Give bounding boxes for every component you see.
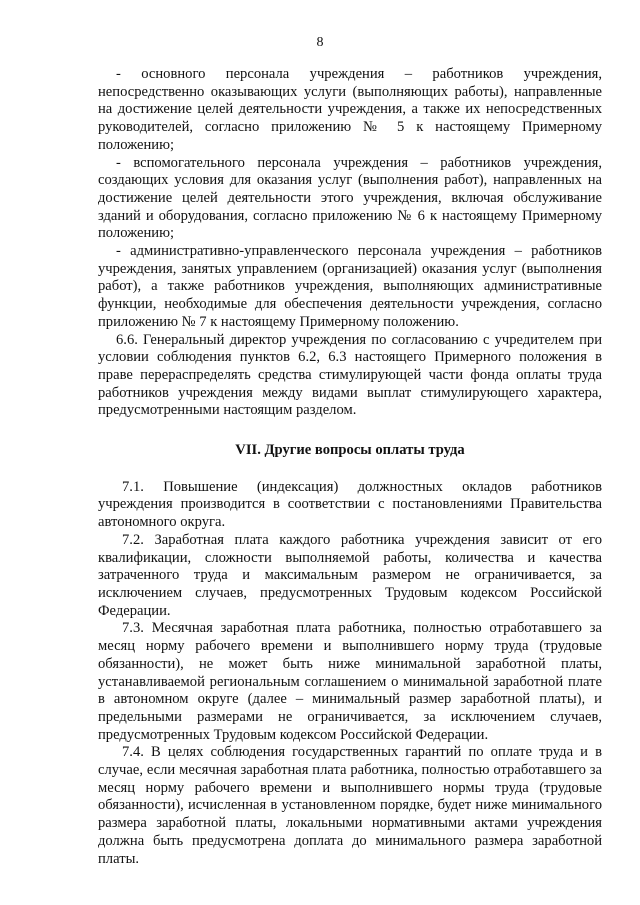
paragraph-main-staff: - основного персонала учреждения – работников учреждения, непосредственно оказывающих услуги (выполняющих работы), направленные на достижение целей деятельности учреждения, а также их непосредственных руководителей, согласно приложению № 5 к настоящему Примерному положению;	[98, 66, 602, 153]
paragraph-6-6: 6.6. Генеральный директор учреждения по согласованию с учредителем при условии соблюдения пунктов 6.2, 6.3 настоящего Примерного положения в праве перераспределять средства стимулирующей части фонда оплаты труда работников учреждения между видами выплат стимулирующего характера, предусмотренными настоящим разделом.	[98, 331, 602, 419]
paragraph-support-staff: - вспомогательного персонала учреждения – работников учреждения, создающих условия для оказания услуг (выполнения работ), направленных на достижение целей деятельности этого учреждения, включая обслуживание зданий и оборудования, согласно приложению № 6 к настоящему Примерному положению;	[98, 154, 602, 242]
page-number: 8	[316, 35, 324, 50]
paragraph-7-3: 7.3. Месячная заработная плата работника, полностью отработавшего за месяц норму рабочего времени и выполнившего норму труда (трудовые обязанности), не может быть ниже минимальной заработной платы, устанавливаемой региональным соглашением о минимальной заработной плате в автономном округе (далее – минимальный размер заработной платы), и предельными размерами не ограничивается, за исключением случаев, предусмотренных Трудовым кодексом Российской Федерации.	[98, 620, 602, 743]
paragraph-admin-staff: - административно-управленческого персонала учреждения – работников учреждения, занятых управлением (организацией) оказания услуг (выполнения работ), а также работников учреждения, выполняющих административные функции, необходимые для обеспечения деятельности учреждения, согласно приложению № 7 к настоящему Примерному положению.	[98, 243, 602, 330]
paragraph-7-2: 7.2. Заработная плата каждого работника учреждения зависит от его квалификации, сложности выполняемой работы, количества и качества затраченного труда и максимальным размером не ограничивается, за исключением случаев, предусмотренных Трудовым кодексом Российской Федерации.	[98, 531, 602, 619]
paragraph-7-4: 7.4. В целях соблюдения государственных гарантий по оплате труда и в случае, если месячная заработная плата работника, полностью отработавшего за месяц норму рабочего времени и выполнившего нормы труда (трудовые обязанности), исчисленная в установленном порядке, будет ниже минимального размера заработной платы, локальными нормативными актами учреждения должна быть предусмотрена доплата до минимального размера заработной платы.	[98, 744, 602, 867]
section-heading: VII. Другие вопросы оплаты труда	[235, 442, 465, 459]
paragraph-7-1: 7.1. Повышение (индексация) должностных окладов работников учреждения производится в соответствии с постановлениями Правительства автономного округа.	[98, 478, 602, 531]
document-body	[98, 66, 602, 868]
